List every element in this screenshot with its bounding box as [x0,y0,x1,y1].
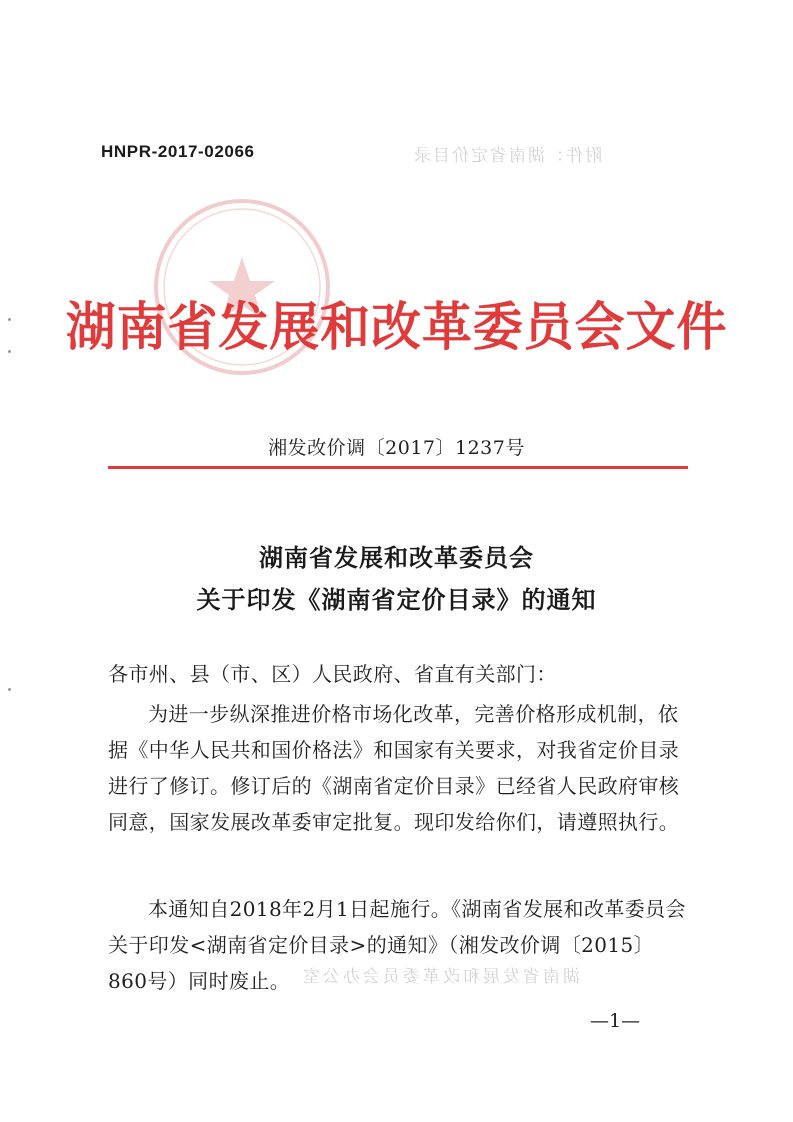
salutation: 各市州、县（市、区）人民政府、省直有关部门： [108,662,557,686]
bleed-through-text-bottom: 湖南省发展和改革委员会办公室 [300,967,580,987]
binding-mark [8,350,11,353]
issuer-banner: 湖南省发展和改革委员会文件 [65,298,728,358]
binding-mark [8,688,11,691]
red-divider-line [108,466,688,469]
body-paragraph-2: 本通知自2018年2月1日起施行。《湖南省发展和改革委员会关于印发<湖南省定价目录>的通知》（湘发改价调〔2015〕860号）同时废止。 [108,897,686,993]
binding-mark [8,318,11,321]
bleed-through-text: 附件：湖南省定价目录 [412,146,602,166]
notice-title-line-1: 湖南省发展和改革委员会 [259,544,534,572]
document-id: HNPR-2017-02066 [101,142,255,161]
body-paragraph-1: 为进一步纵深推进价格市场化改革，完善价格形成机制，依据《中华人民共和国价格法》和国家有关要求，对我省定价目录进行了修订。修订后的《湖南省定价目录》已经省人民政府审核同意，国家发展改革委审定批复。现印发给你们，请遵照执行。 [108,702,680,834]
notice-title-line-2: 关于印发《湖南省定价目录》的通知 [196,586,597,614]
page-number: —1— [590,1010,641,1032]
file-number: 湘发改价调〔2017〕1237号 [268,437,525,459]
